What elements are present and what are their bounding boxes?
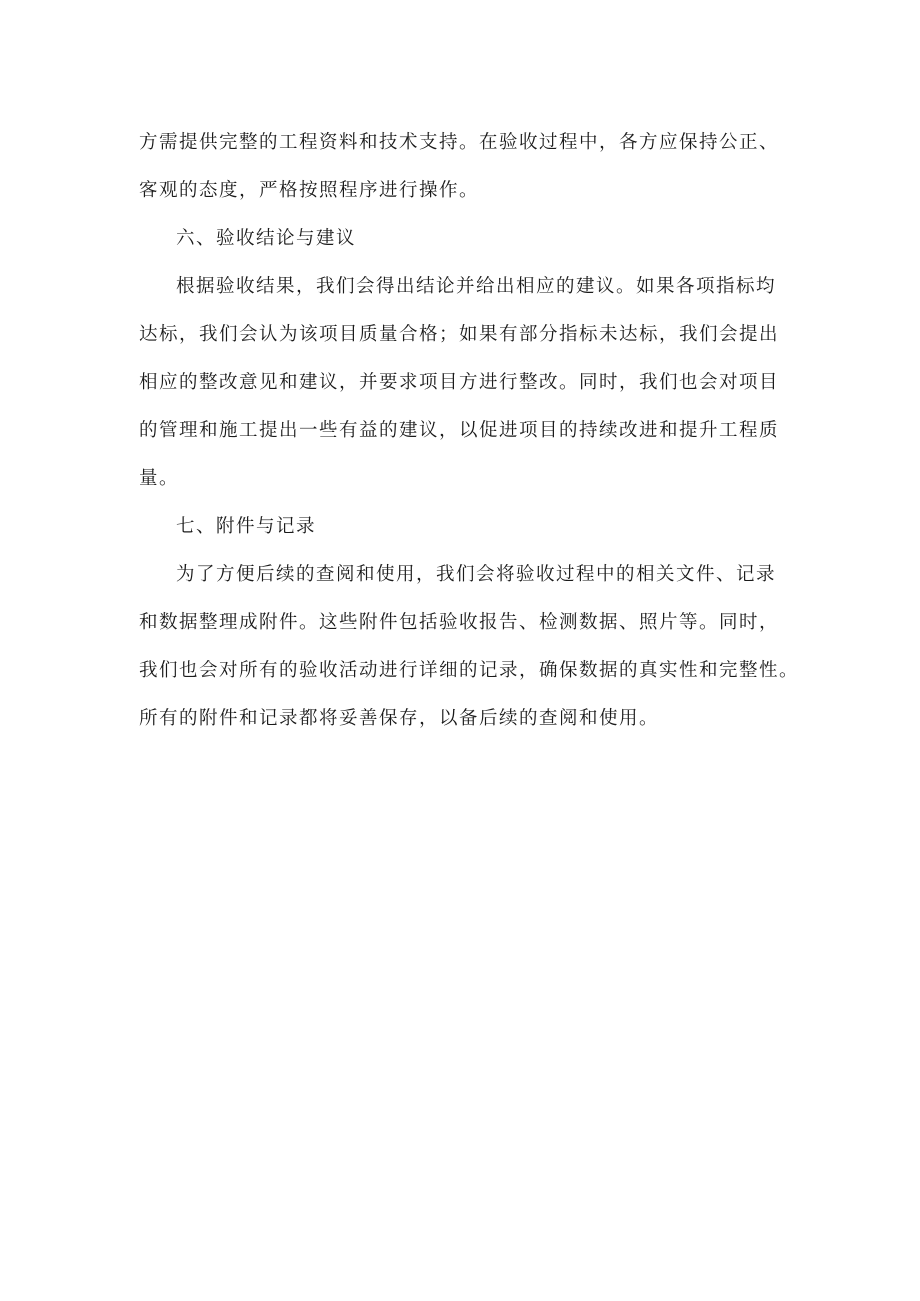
section-heading-7: 七、附件与记录 [176,516,317,537]
paragraph-line: 方需提供完整的工程资料和技术支持。在验收过程中，各方应保持公正、 [139,132,780,153]
paragraph-line: 我们也会对所有的验收活动进行详细的记录，确保数据的真实性和完整性。 [139,660,800,681]
paragraph-line: 为了方便后续的查阅和使用，我们会将验收过程中的相关文件、记录 [176,564,777,585]
section-heading-6: 六、验收结论与建议 [176,228,357,249]
document-page [139,124,799,748]
paragraph-line: 相应的整改意见和建议，并要求项目方进行整改。同时，我们也会对项目 [139,372,780,393]
section-7-paragraph [139,556,799,748]
intro-paragraph [139,124,799,220]
paragraph-line: 达标，我们会认为该项目质量合格；如果有部分指标未达标，我们会提出 [139,324,780,345]
paragraph-line: 的管理和施工提出一些有益的建议，以促进项目的持续改进和提升工程质 [139,420,780,441]
paragraph-line: 客观的态度，严格按照程序进行操作。 [139,180,480,201]
paragraph-line: 所有的附件和记录都将妥善保存，以备后续的查阅和使用。 [139,708,660,729]
paragraph-line: 量。 [139,468,180,489]
paragraph-line: 和数据整理成附件。这些附件包括验收报告、检测数据、照片等。同时， [139,612,780,633]
section-6-paragraph [139,268,799,508]
paragraph-line: 根据验收结果，我们会得出结论并给出相应的建议。如果各项指标均 [176,276,777,297]
